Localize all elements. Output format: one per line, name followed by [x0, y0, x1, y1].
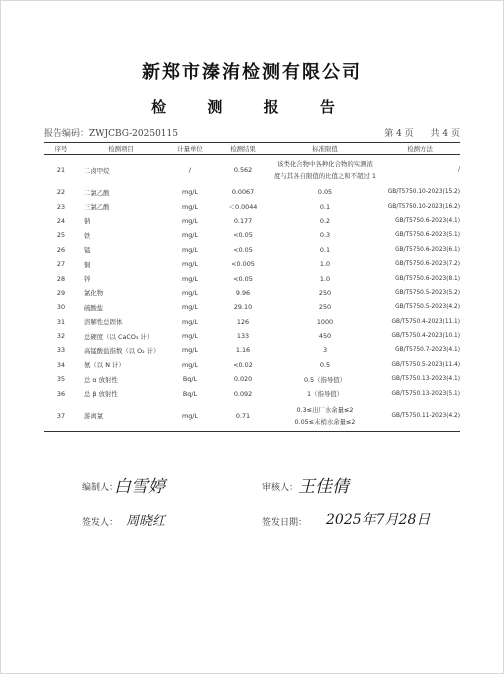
table-row — [44, 155, 460, 186]
row-limit-line: 1000 — [316, 317, 334, 326]
row-result: <0.05 — [233, 245, 253, 254]
row-unit: mg/L — [182, 188, 198, 197]
col-header-item: 检测项目 — [78, 143, 164, 155]
row-method: GB/T5750.4-2023(10.1) — [391, 333, 460, 340]
row-no: 37 — [44, 401, 78, 432]
row-unit: Bq/L — [182, 375, 198, 384]
row-method: GB/T5750.7-2023(4.1) — [395, 347, 460, 354]
row-method: GB/T5750.10-2023(16.2) — [387, 203, 460, 210]
row-unit: mg/L — [182, 288, 198, 297]
table-row — [44, 214, 460, 228]
row-limit-line: 度与其各自限值的比值之和不超过 1 — [274, 172, 376, 180]
row-unit: mg/L — [182, 332, 198, 341]
row-method: GB/T5750.13-2023(5.1) — [391, 390, 460, 397]
row-limit-line: 0.3≤出厂水余量≤2 — [296, 405, 354, 414]
row-limit-line: 0.1 — [319, 245, 331, 254]
row-method: GB/T5750.6-2023(7.2) — [395, 261, 460, 268]
col-header-result: 检测结果 — [216, 143, 270, 155]
row-limit — [270, 228, 380, 242]
row-unit: mg/L — [182, 231, 198, 240]
row-no: 27 — [56, 260, 66, 269]
row-method: GB/T5750.5-2023(11.4) — [391, 361, 460, 368]
row-no: 26 — [56, 245, 66, 254]
row-unit: mg/L — [164, 401, 216, 432]
row-result: 126 — [236, 317, 250, 326]
table-row — [44, 199, 460, 213]
row-limit-line: 1（指导值） — [306, 390, 344, 399]
row-limit — [270, 185, 380, 199]
row-no: 32 — [56, 332, 66, 341]
row-no: 25 — [56, 231, 66, 240]
col-header-limit: 标准限值 — [270, 143, 380, 155]
row-limit-line: 1.0 — [319, 274, 331, 283]
row-item: 总 α 放射性 — [84, 375, 118, 384]
table-row — [44, 372, 460, 386]
row-method: GB/T5750.6-2023(6.1) — [395, 246, 460, 253]
row-result: 133 — [236, 332, 250, 341]
row-no: 22 — [56, 188, 66, 197]
reviewer-label: 审核人： — [262, 483, 299, 493]
row-limit-line: 0.05 — [317, 188, 333, 197]
row-item: 高锰酸盐指数（以 O₂ 计） — [84, 346, 160, 355]
row-result: <0.005 — [231, 260, 255, 269]
total-pages: 共 4 页 — [430, 129, 460, 139]
row-item: 氯化物 — [84, 289, 104, 298]
row-result: 0.177 — [233, 216, 253, 225]
row-limit — [270, 358, 380, 372]
row-no: 29 — [56, 288, 66, 297]
report-number: 报告编码：ZWJCBG-20250115 — [44, 129, 178, 139]
row-limit — [270, 199, 380, 213]
row-no: 31 — [56, 317, 66, 326]
row-no: 36 — [56, 389, 66, 398]
row-unit: mg/L — [182, 245, 198, 254]
row-unit: mg/L — [182, 317, 198, 326]
reviewer-signature: 王佳倩 — [298, 477, 349, 497]
row-item: 氨（以 N 计） — [84, 361, 125, 370]
row-item: 锌 — [84, 275, 91, 284]
row-item: 钠 — [84, 217, 91, 226]
row-no: 30 — [56, 303, 66, 312]
row-limit — [270, 343, 380, 357]
row-no: 21 — [56, 166, 66, 174]
row-limit — [270, 243, 380, 257]
table-row — [44, 243, 460, 257]
row-result: 0.092 — [233, 389, 253, 398]
col-header-unit: 计量单位 — [164, 143, 216, 155]
row-limit — [270, 300, 380, 314]
row-method: GB/T5750.11-2023(4.2) — [380, 401, 460, 432]
row-method: GB/T5750.5-2023(4.2) — [395, 304, 460, 311]
row-item: 硫酸盐 — [84, 303, 104, 312]
table-row — [44, 228, 460, 242]
row-no: 33 — [56, 346, 66, 355]
row-unit: mg/L — [182, 274, 198, 283]
row-result: ＜0.0044 — [228, 203, 258, 212]
row-method: GB/T5750.5-2023(5.2) — [395, 289, 460, 296]
row-item: 溶解性总固体 — [84, 318, 123, 327]
row-limit-line: 1.0 — [319, 260, 331, 269]
row-limit — [270, 386, 380, 400]
row-limit — [270, 372, 380, 386]
row-no: 34 — [56, 360, 66, 369]
row-result: <0.05 — [233, 231, 253, 240]
row-item: 锰 — [84, 246, 91, 255]
row-limit — [270, 155, 380, 186]
row-result: <0.02 — [233, 360, 253, 369]
row-limit-line: 0.5 — [319, 360, 331, 369]
row-no: 24 — [56, 216, 66, 225]
row-limit-line: 0.5（指导值） — [303, 375, 347, 384]
row-unit: Bq/L — [182, 389, 198, 398]
row-limit — [270, 286, 380, 300]
table-row — [44, 185, 460, 199]
table-header-row — [44, 143, 460, 155]
row-unit: mg/L — [182, 260, 198, 269]
page-info — [370, 126, 460, 139]
row-limit-line: 3 — [322, 346, 328, 355]
row-unit: mg/L — [182, 202, 198, 211]
row-unit: mg/L — [182, 360, 198, 369]
report-title: 检 测 报 告 — [151, 98, 353, 116]
row-limit — [270, 329, 380, 343]
row-method: GB/T5750.6-2023(8.1) — [395, 275, 460, 282]
row-item: 二卤甲烷 — [84, 166, 110, 175]
row-result: 1.16 — [235, 346, 251, 355]
row-limit — [270, 315, 380, 329]
row-item: 铜 — [84, 260, 91, 269]
row-method: GB/T5750.6-2023(5.1) — [395, 232, 460, 239]
row-limit-line: 0.3 — [319, 231, 331, 240]
issuer-label: 签发人： — [82, 518, 119, 528]
issue-date-label: 签发日期： — [262, 518, 308, 528]
row-result: 0.0067 — [231, 188, 255, 197]
table-row — [44, 358, 460, 372]
row-limit-line: 该类化合物中各种化合物的实测浓 — [277, 160, 373, 168]
row-unit: mg/L — [182, 303, 198, 312]
table-row — [44, 401, 460, 432]
results-table — [44, 142, 460, 432]
table-row — [44, 386, 460, 400]
row-limit-line: 0.05≤末梢水余量≤2 — [294, 417, 356, 426]
row-limit-line: 0.1 — [319, 202, 331, 211]
row-method: GB/T5750.10-2023(15.2) — [387, 189, 460, 196]
row-item: 总 β 放射性 — [84, 390, 118, 399]
row-limit — [270, 214, 380, 228]
table-row — [44, 343, 460, 357]
compiler-label: 编制人： — [82, 483, 119, 493]
table-row — [44, 300, 460, 314]
row-item: 总硬度（以 CaCO₃ 计） — [84, 332, 154, 341]
row-method: GB/T5750.13-2023(4.1) — [391, 376, 460, 383]
row-limit — [270, 401, 380, 432]
row-no: 35 — [56, 375, 66, 384]
row-method: GB/T5750.6-2023(4.1) — [395, 217, 460, 224]
row-limit — [270, 271, 380, 285]
row-method: GB/T5750.4-2023(11.1) — [391, 318, 460, 325]
row-limit-line: 250 — [318, 303, 332, 312]
row-result: 0.020 — [233, 375, 253, 384]
company-name: 新郑市溱洧检测有限公司 — [142, 62, 362, 83]
row-no: 23 — [56, 202, 66, 211]
row-item: 铁 — [84, 231, 91, 240]
row-result: 29.10 — [233, 303, 253, 312]
row-limit-line: 450 — [318, 332, 332, 341]
issue-date: 2025年7月28日 — [326, 512, 431, 528]
row-result: <0.05 — [233, 274, 253, 283]
row-result: 0.562 — [233, 166, 253, 174]
row-item: 三氯乙酸 — [84, 203, 110, 212]
table-row — [44, 286, 460, 300]
issuer-signature: 周晓红 — [126, 514, 166, 529]
page-number: 第 4 页 — [384, 129, 414, 139]
row-limit-line: 0.2 — [319, 216, 331, 225]
table-row — [44, 315, 460, 329]
row-no: 28 — [56, 274, 66, 283]
row-result: 0.71 — [216, 401, 270, 432]
row-unit: / — [188, 166, 192, 174]
col-header-no: 序号 — [44, 143, 78, 155]
row-unit: mg/L — [182, 216, 198, 225]
row-unit: mg/L — [182, 346, 198, 355]
col-header-method: 检测方法 — [380, 143, 460, 155]
compiler-signature: 白雪婷 — [114, 477, 165, 497]
table-row — [44, 271, 460, 285]
row-result: 9.96 — [235, 288, 251, 297]
table-row — [44, 329, 460, 343]
row-limit — [270, 257, 380, 271]
row-method: / — [458, 167, 460, 173]
row-limit-line: 250 — [318, 288, 332, 297]
report-meta — [44, 126, 460, 140]
row-item: 二氯乙酸 — [84, 188, 110, 197]
table-row — [44, 257, 460, 271]
row-item: 游离氯 — [78, 401, 164, 432]
